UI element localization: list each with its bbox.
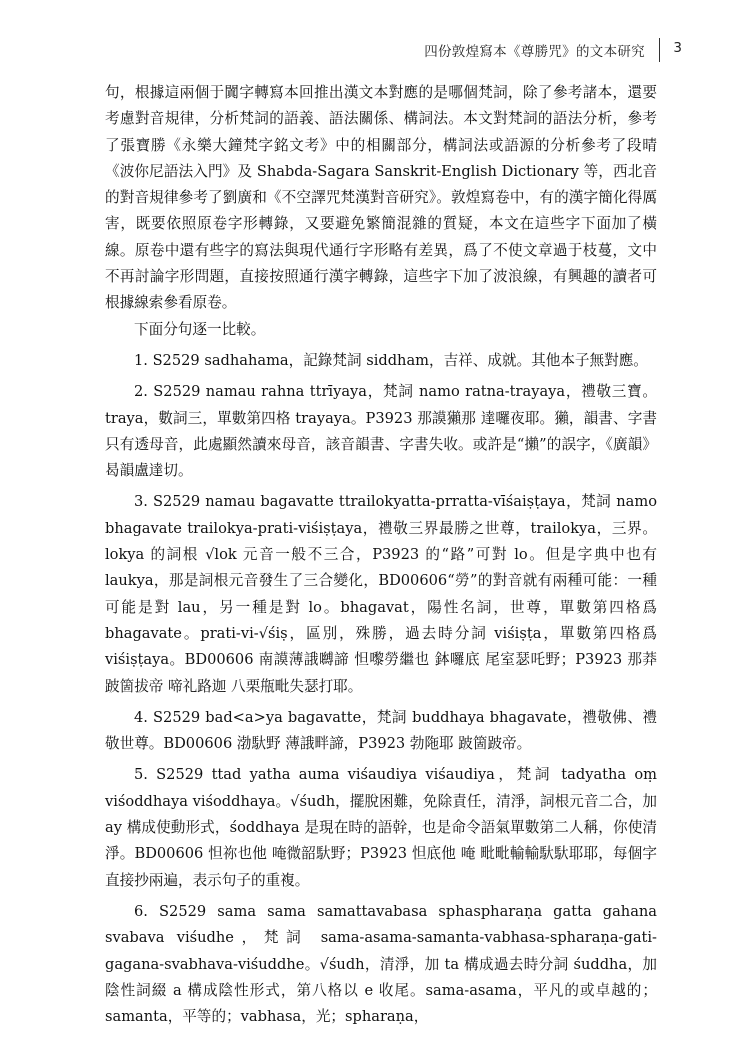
page-number: 3 — [673, 40, 682, 56]
paragraph-item-3: 3. S2529 namau bagavatte ttrailokyatta-prratta-vīśaiṣṭaya，梵詞 namo bhagavate trailokya-prati-viśiṣṭaya，禮敬三界最勝之世尊，trailokya，三界。lokya 的詞根 √lok 元音一般不三合，P3923 的“路”可對 lo。但是字典中也有 laukya，那是詞根元音發生了三合變化，BD00606“勞”的對音就有兩種可能：一種可能是對 lau，另一種是對 lo。bhagavat，陽性名詞，世尊，單數第四格爲 bhagavate。prati-vi-√śiṣ，區別，殊勝，過去時分詞 viśiṣṭa，單數第四格爲 viśiṣṭaya。BD00606 南謨薄誐嚩諦 怛嚟勞繼也 鉢囉底 尾室瑟吒野；P3923 那莽 跛箇拔帝 啼礼路迦 八栗甁毗失瑟打耶。 — [105, 493, 657, 695]
running-title: 四份敦煌寫本《尊勝咒》的文本研究 — [424, 44, 645, 60]
paragraph-lead: 下面分句逐一比較。 — [134, 320, 266, 338]
paragraph-item-4: 4. S2529 bad<a>ya bagavatte，梵詞 buddhaya bhagavate，禮敬佛、禮敬世尊。BD00606 渤馱野 薄誐畔諦，P3923 勃陁耶 跛箇跛帝。 — [105, 708, 657, 753]
paragraph-item-5: 5. S2529 ttad yatha auma viśaudiya viśaudiya，梵詞 tadyatha oṃ viśoddhaya viśoddhaya。√śudh，擺脫困難，免除責任，清淨，詞根元音二合，加 ay 構成使動形式，śoddhaya 是現在時的語幹，也是命令語氣單數第二人稱，你使清淨。BD00606 怛祢也他 唵微韶馱野；P3923 怛底他 唵 毗毗輸輸馱馱耶耶，每個字直接抄兩遍，表示句子的重複。 — [105, 766, 657, 889]
paragraph-intro: 句，根據這兩個于闐字轉寫本回推出漢文本對應的是哪個梵詞，除了參考諸本，還要考慮對音規律，分析梵詞的語義、語法關係、構詞法。本文對梵詞的語法分析，參考了張寶勝《永樂大鐘梵字銘文考》中的相關部分，構詞法或語源的分析參考了段晴《波你尼語法入門》及 Shabda-Sagara Sanskrit-English Dictionary 等，西北音的對音規律參考了劉廣和《不空譯咒梵漢對音研究》。敦煌寫卷中，有的漢字簡化得厲害，既要依照原卷字形轉錄，又要避免繁簡混雜的質疑，本文在這些字下面加了橫線。原卷中還有些字的寫法與現代通行字形略有差異，爲了不使文章過于枝蔓，文中不再討論字形問題，直接按照通行漢字轉錄，這些字下加了波浪線，有興趣的讀者可根據線索參看原卷。 — [105, 84, 657, 312]
running-header — [0, 38, 750, 62]
paragraph-item-6: 6. S2529 sama sama samattavabasa sphaspharaṇa gatta gahana svabava viśudhe，梵詞 sama-asama-samanta-vabhasa-spharaṇa-gati-gagana-svabhava-viśuddhe。√śudh，清淨，加 ta 構成過去時分詞 śuddha，加陰性詞綴 a 構成陰性形式，第八格以 e 收尾。sama-asama，平凡的或卓越的；samanta，平等的；vabhasa，光；spharaṇa， — [105, 902, 657, 1026]
header-divider — [659, 38, 660, 62]
paragraph-item-2: 2. S2529 namau rahna ttrīyaya，梵詞 namo ratna-trayaya，禮敬三寶。traya，數詞三，單數第四格 trayaya。P3923 那謨獺那 達囉夜耶。獺，韻書、字書只有透母音，此處顯然讀來母音，該音韻書、字書失收。或許是“攋”的誤字，《廣韻》曷韻盧達切。 — [105, 383, 657, 480]
body-text — [105, 80, 657, 1030]
paragraph-item-1: 1. S2529 sadhahama，記錄梵詞 siddham，吉祥、成就。其他本子無對應。 — [134, 351, 648, 369]
